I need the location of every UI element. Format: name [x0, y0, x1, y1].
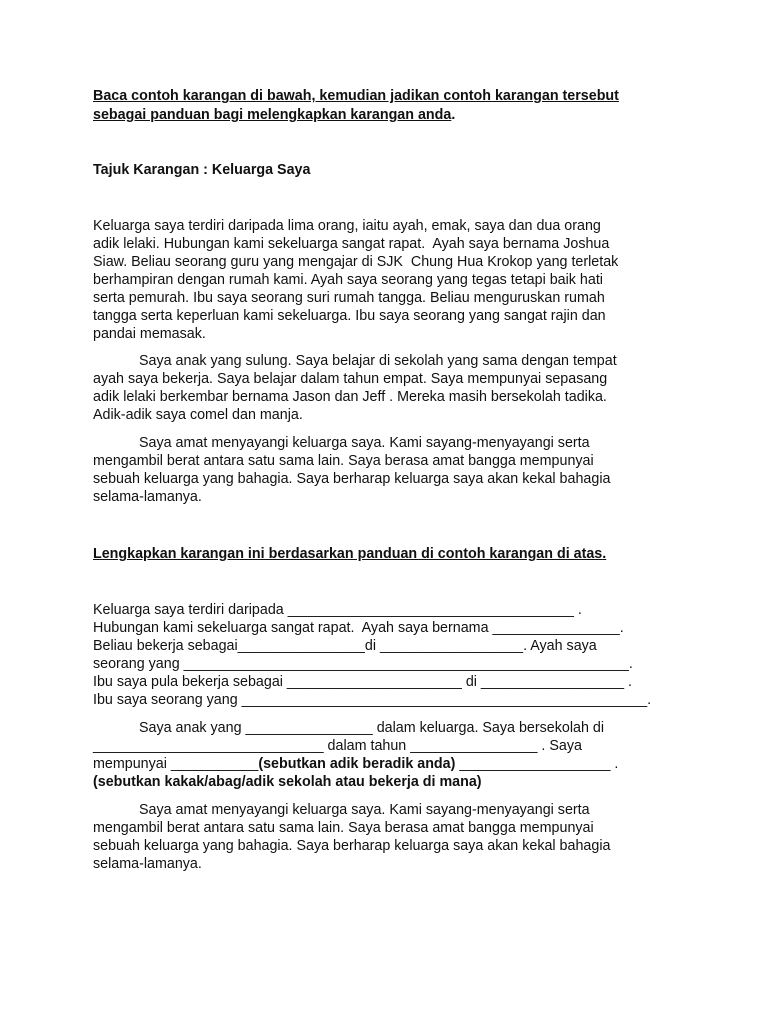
text-line: Keluarga saya terdiri daripada lima orang, iaitu ayah, emak, saya dan dua orang	[93, 218, 601, 234]
text-line: Saya amat menyayangi keluarga saya. Kami sayang-menyayangi serta	[139, 802, 590, 818]
fill-in-line: Saya anak yang ________________ dalam keluarga. Saya bersekolah di	[139, 720, 604, 736]
fill-in-line: _____________________________ dalam tahun ________________ . Saya	[93, 738, 582, 754]
instruction-line-2-dot: .	[451, 107, 456, 123]
completion-instruction-dot: .	[602, 546, 607, 562]
text-line: berhampiran dengan rumah kami. Ayah saya seorang yang tegas tetapi baik hati	[93, 272, 603, 288]
fill-in-line: Hubungan kami sekeluarga sangat rapat. Ayah saya bernama ________________.	[93, 620, 624, 636]
hint-sibling-school: (sebutkan kakak/abag/adik sekolah atau bekerja di mana)	[93, 774, 482, 790]
fill-in-line: Beliau bekerja sebagai________________di __________________. Ayah saya	[93, 638, 597, 654]
text-line: sebuah keluarga yang bahagia. Saya berharap keluarga saya akan kekal bahagia	[93, 838, 611, 854]
fill-in-text: ___________________ .	[455, 756, 619, 772]
text-line: Saya amat menyayangi keluarga saya. Kami sayang-menyayangi serta	[139, 435, 590, 451]
text-line: Saya anak yang sulung. Saya belajar di sekolah yang sama dengan tempat	[139, 353, 617, 369]
text-line: adik lelaki berkembar bernama Jason dan Jeff . Mereka masih bersekolah tadika.	[93, 389, 607, 405]
fill-in-line: Ibu saya seorang yang ___________________________________________________.	[93, 692, 652, 708]
instruction-line-2	[93, 106, 455, 124]
fill-in-text: mempunyai ___________	[93, 756, 259, 772]
text-line: selama-lamanya.	[93, 489, 202, 505]
fill-in-line: Ibu saya pula bekerja sebagai ______________________ di __________________ .	[93, 674, 633, 690]
text-line: sebuah keluarga yang bahagia. Saya berharap keluarga saya akan kekal bahagia	[93, 471, 611, 487]
text-line: mengambil berat antara satu sama lain. Saya berasa amat bangga mempunyai	[93, 453, 594, 469]
fill-in-line	[93, 755, 618, 773]
text-line: selama-lamanya.	[93, 856, 202, 872]
text-line: Siaw. Beliau seorang guru yang mengajar di SJK Chung Hua Krokop yang terletak	[93, 254, 619, 270]
instruction-line-1: Baca contoh karangan di bawah, kemudian jadikan contoh karangan tersebut	[93, 88, 619, 104]
text-line: Adik-adik saya comel dan manja.	[93, 407, 303, 423]
text-line: ayah saya bekerja. Saya belajar dalam tahun empat. Saya mempunyai sepasang	[93, 371, 608, 387]
completion-instruction-text: Lengkapkan karangan ini berdasarkan panduan di contoh karangan di atas	[93, 546, 603, 562]
fill-in-line: seorang yang ________________________________________________________.	[93, 656, 633, 672]
text-line: mengambil berat antara satu sama lain. Saya berasa amat bangga mempunyai	[93, 820, 594, 836]
text-line: tangga serta keperluan kami sekeluarga. Ibu saya seorang yang sangat rajin dan	[93, 308, 606, 324]
hint-siblings: (sebutkan adik beradik anda)	[258, 756, 456, 772]
text-line: pandai memasak.	[93, 326, 206, 342]
text-line: serta pemurah. Ibu saya seorang suri rumah tangga. Beliau menguruskan rumah	[93, 290, 605, 306]
completion-instruction	[93, 545, 606, 563]
essay-title: Tajuk Karangan : Keluarga Saya	[93, 162, 311, 178]
text-line: adik lelaki. Hubungan kami sekeluarga sangat rapat. Ayah saya bernama Joshua	[93, 236, 610, 252]
fill-in-line: Keluarga saya terdiri daripada ____________________________________ .	[93, 602, 582, 618]
instruction-line-2-text: sebagai panduan bagi melengkapkan karangan anda	[93, 107, 452, 123]
